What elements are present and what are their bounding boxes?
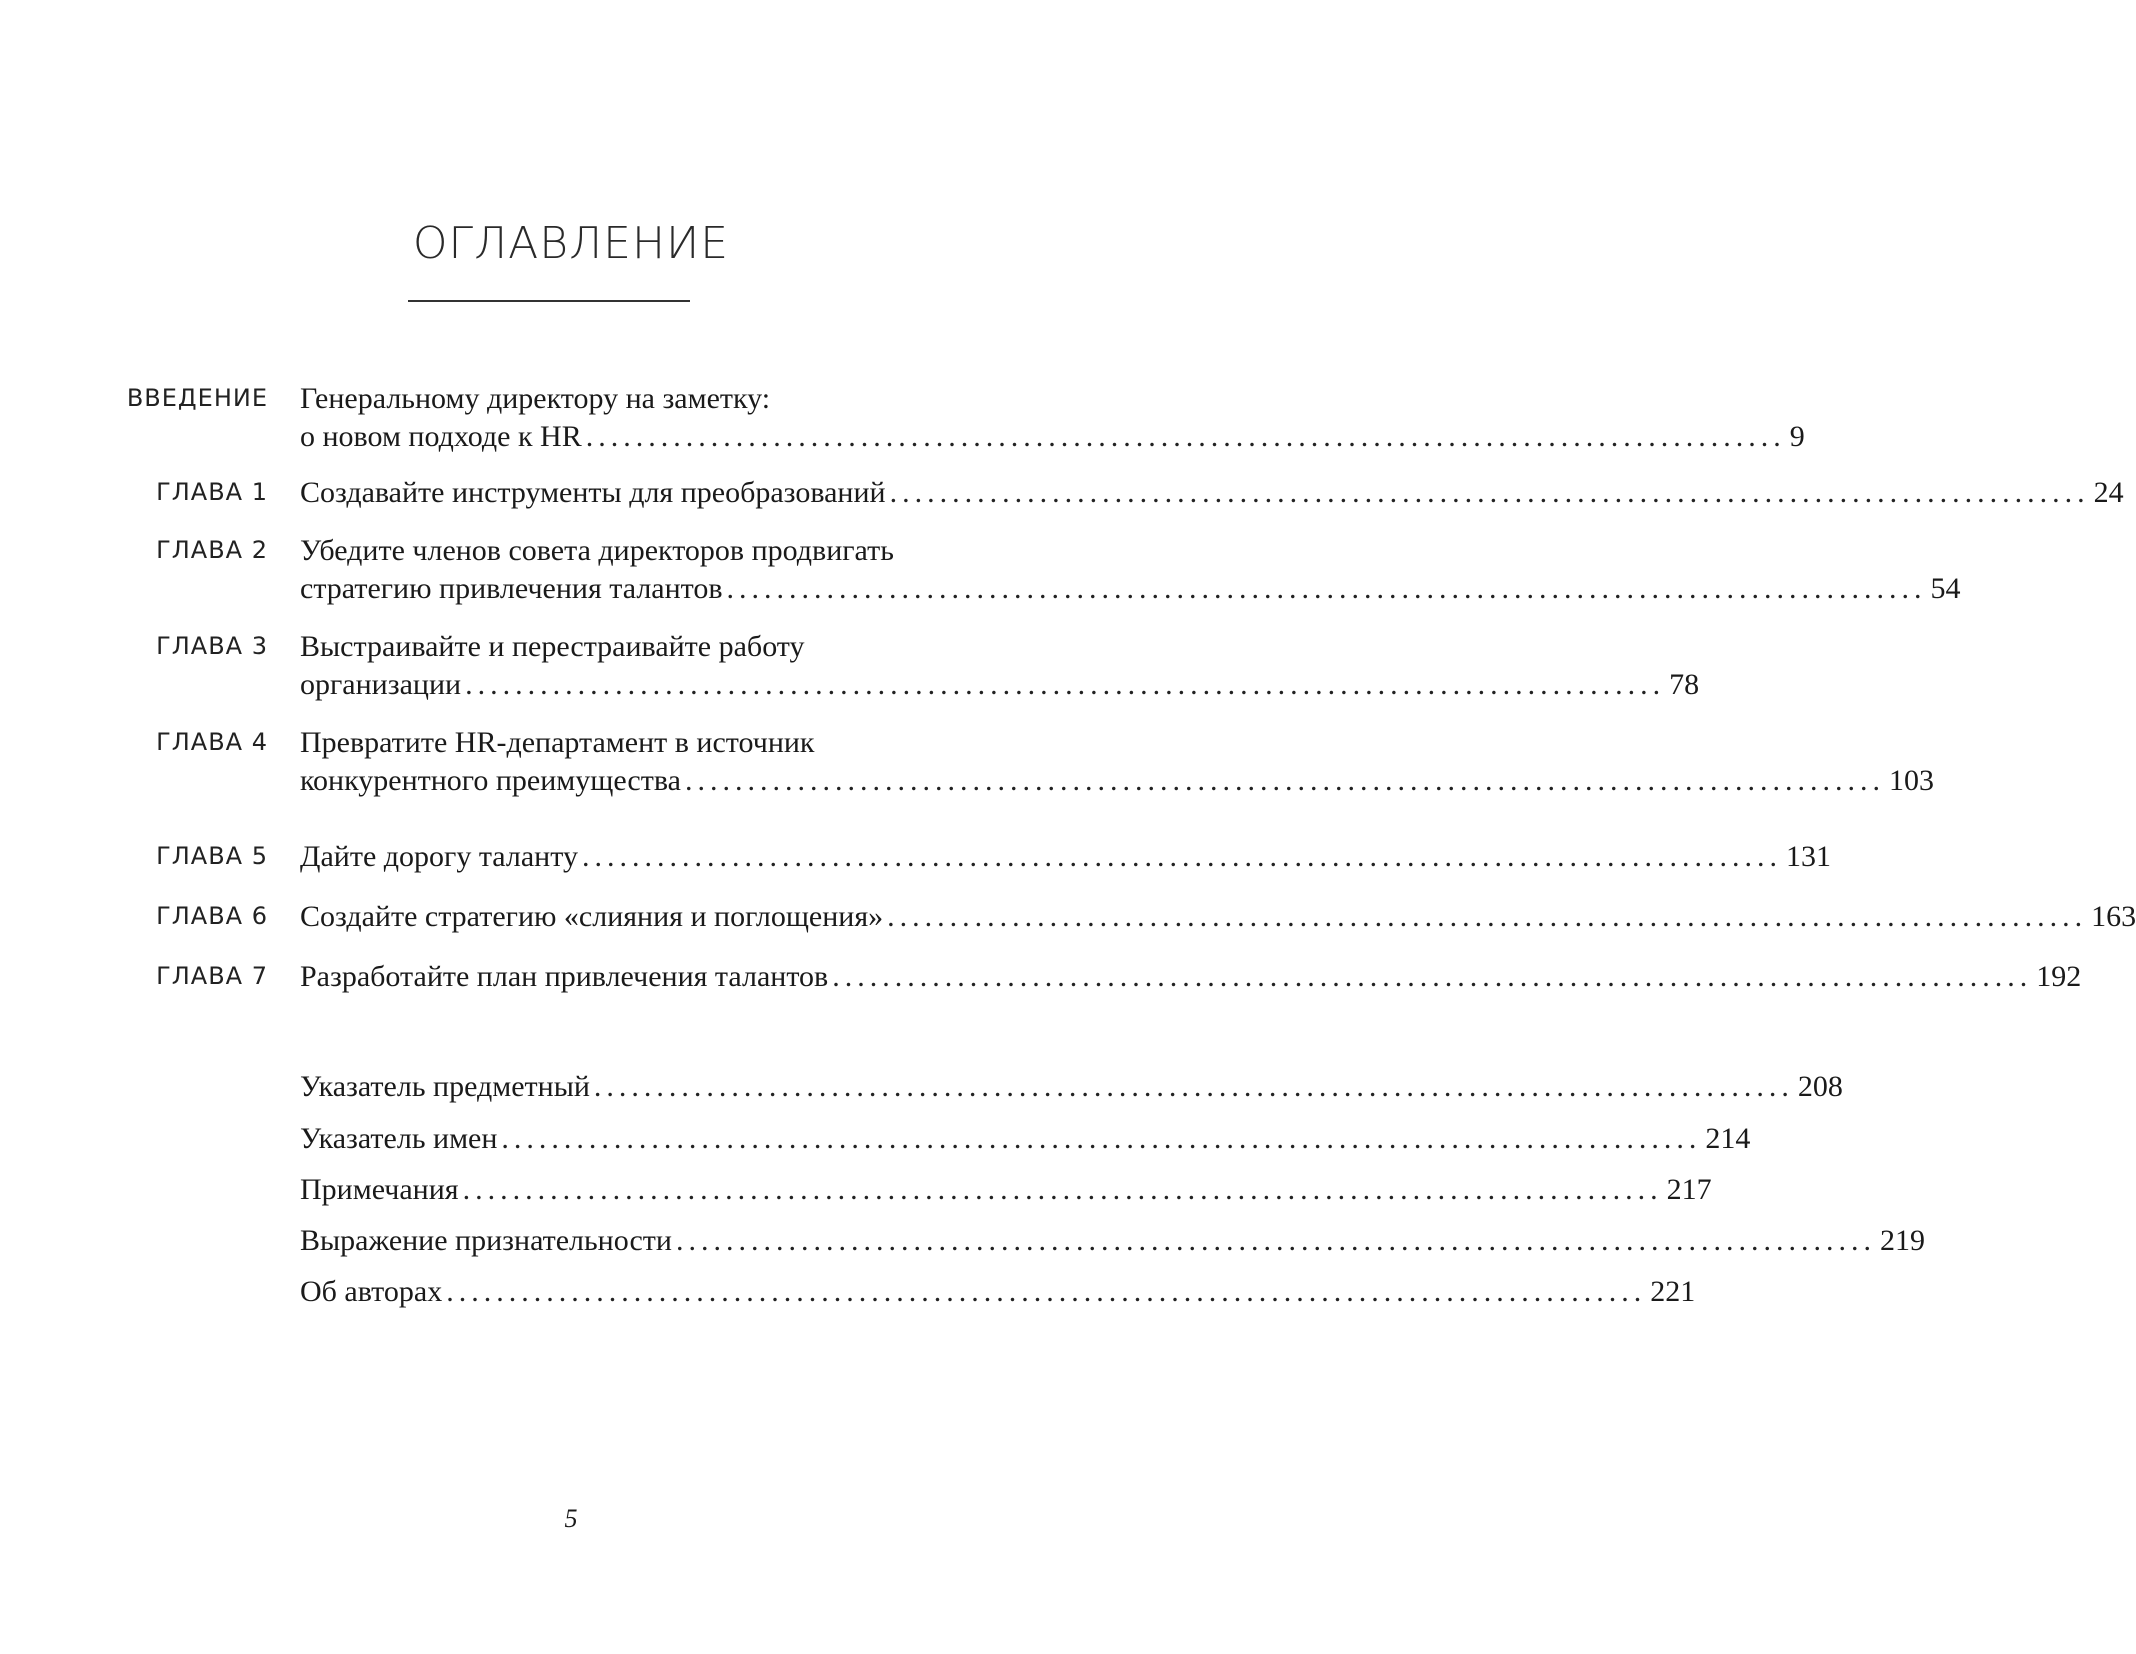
chapter-label: ГЛАВА 5 bbox=[156, 842, 268, 870]
chapter-title-line: Выстраивайте и перестраивайте работу bbox=[300, 630, 805, 663]
chapter-title bbox=[300, 474, 2124, 512]
chapter-title-text: Дайте дорогу таланту bbox=[300, 840, 578, 873]
chapter-title-last-line bbox=[300, 762, 1934, 800]
chapter-label: ВВЕДЕНИЕ bbox=[126, 384, 268, 412]
chapter-title bbox=[300, 898, 2136, 936]
chapter-title bbox=[300, 958, 2082, 996]
page-ref: 221 bbox=[1650, 1275, 1696, 1308]
page-ref: 9 bbox=[1789, 420, 1805, 453]
page-ref: 192 bbox=[2036, 960, 2082, 993]
chapter-title-last-line bbox=[300, 570, 1961, 608]
back-matter-title bbox=[300, 1120, 1751, 1158]
back-matter-title bbox=[300, 1068, 1843, 1106]
page-ref: 54 bbox=[1930, 572, 1961, 605]
back-matter-text: Выражение признательности bbox=[300, 1224, 672, 1257]
chapter-label: ГЛАВА 6 bbox=[156, 902, 268, 930]
back-matter-text: Указатель имен bbox=[300, 1122, 498, 1155]
chapter-title-last-line bbox=[300, 898, 2136, 936]
chapter-title-line: Превратите HR-департамент в источник bbox=[300, 726, 815, 759]
chapter-title bbox=[300, 838, 1831, 876]
chapter-title-last-line bbox=[300, 838, 1831, 876]
chapter-title bbox=[300, 380, 1805, 456]
back-matter-text: Указатель предметный bbox=[300, 1070, 590, 1103]
chapter-title-text: Создайте стратегию «слияния и поглощения» bbox=[300, 900, 884, 933]
dot-leader: ................................................................................................ bbox=[887, 900, 2088, 933]
chapter-title-line: Генеральному директору на заметку: bbox=[300, 382, 771, 415]
chapter-title-text: Создавайте инструменты для преобразований bbox=[300, 476, 886, 509]
page-ref: 163 bbox=[2091, 900, 2136, 933]
chapter-title-text: конкурентного преимущества bbox=[300, 764, 681, 797]
dot-leader: ................................................................................................ bbox=[585, 420, 1786, 453]
page-number: 5 bbox=[564, 1504, 578, 1533]
chapter-label: ГЛАВА 3 bbox=[156, 632, 268, 660]
chapter-title-last-line bbox=[300, 418, 1805, 456]
back-matter-line bbox=[300, 1068, 1843, 1106]
chapter-title bbox=[300, 532, 1961, 608]
page-ref: 217 bbox=[1666, 1173, 1712, 1206]
dot-leader: ................................................................................................ bbox=[462, 1173, 1663, 1206]
dot-leader: ................................................................................................ bbox=[501, 1122, 1702, 1155]
chapter-label: ГЛАВА 7 bbox=[156, 962, 268, 990]
chapter-label: ГЛАВА 1 bbox=[156, 478, 268, 506]
back-matter-line bbox=[300, 1120, 1751, 1158]
dot-leader: ................................................................................................ bbox=[889, 476, 2090, 509]
page-ref: 103 bbox=[1888, 764, 1934, 797]
chapter-label: ГЛАВА 4 bbox=[156, 728, 268, 756]
page-ref: 214 bbox=[1705, 1122, 1751, 1155]
dot-leader: ................................................................................................ bbox=[684, 764, 1885, 797]
back-matter-line bbox=[300, 1222, 1925, 1260]
dot-leader: ................................................................................................ bbox=[465, 668, 1666, 701]
dot-leader: ................................................................................................ bbox=[581, 840, 1782, 873]
page-ref: 208 bbox=[1797, 1070, 1843, 1103]
page-ref: 78 bbox=[1669, 668, 1700, 701]
chapter-title-last-line bbox=[300, 958, 2082, 996]
chapter-title-text: о новом подходе к HR bbox=[300, 420, 582, 453]
back-matter-line bbox=[300, 1171, 1712, 1209]
chapter-title bbox=[300, 724, 1934, 800]
dot-leader: ................................................................................................ bbox=[832, 960, 2033, 993]
chapter-title bbox=[300, 628, 1700, 704]
back-matter-title bbox=[300, 1273, 1696, 1311]
chapter-title-text: организации bbox=[300, 668, 462, 701]
chapter-title-last-line bbox=[300, 474, 2124, 512]
back-matter-line bbox=[300, 1273, 1696, 1311]
toc-title: ОГЛАВЛЕНИЕ bbox=[412, 218, 730, 269]
dot-leader: ................................................................................................ bbox=[726, 572, 1927, 605]
chapter-title-line: Убедите членов совета директоров продвигать bbox=[300, 534, 894, 567]
dot-leader: ................................................................................................ bbox=[593, 1070, 1794, 1103]
chapter-title-text: стратегию привлечения талантов bbox=[300, 572, 723, 605]
title-underline bbox=[408, 300, 690, 302]
back-matter-text: Примечания bbox=[300, 1173, 459, 1206]
back-matter-title bbox=[300, 1222, 1925, 1260]
page-ref: 131 bbox=[1785, 840, 1831, 873]
dot-leader: ................................................................................................ bbox=[675, 1224, 1876, 1257]
page-ref: 219 bbox=[1879, 1224, 1925, 1257]
chapter-label: ГЛАВА 2 bbox=[156, 536, 268, 564]
chapter-title-text: Разработайте план привлечения талантов bbox=[300, 960, 829, 993]
dot-leader: ................................................................................................ bbox=[446, 1275, 1647, 1308]
back-matter-title bbox=[300, 1171, 1712, 1209]
page-ref: 24 bbox=[2093, 476, 2124, 509]
back-matter-text: Об авторах bbox=[300, 1275, 443, 1308]
chapter-title-last-line bbox=[300, 666, 1700, 704]
